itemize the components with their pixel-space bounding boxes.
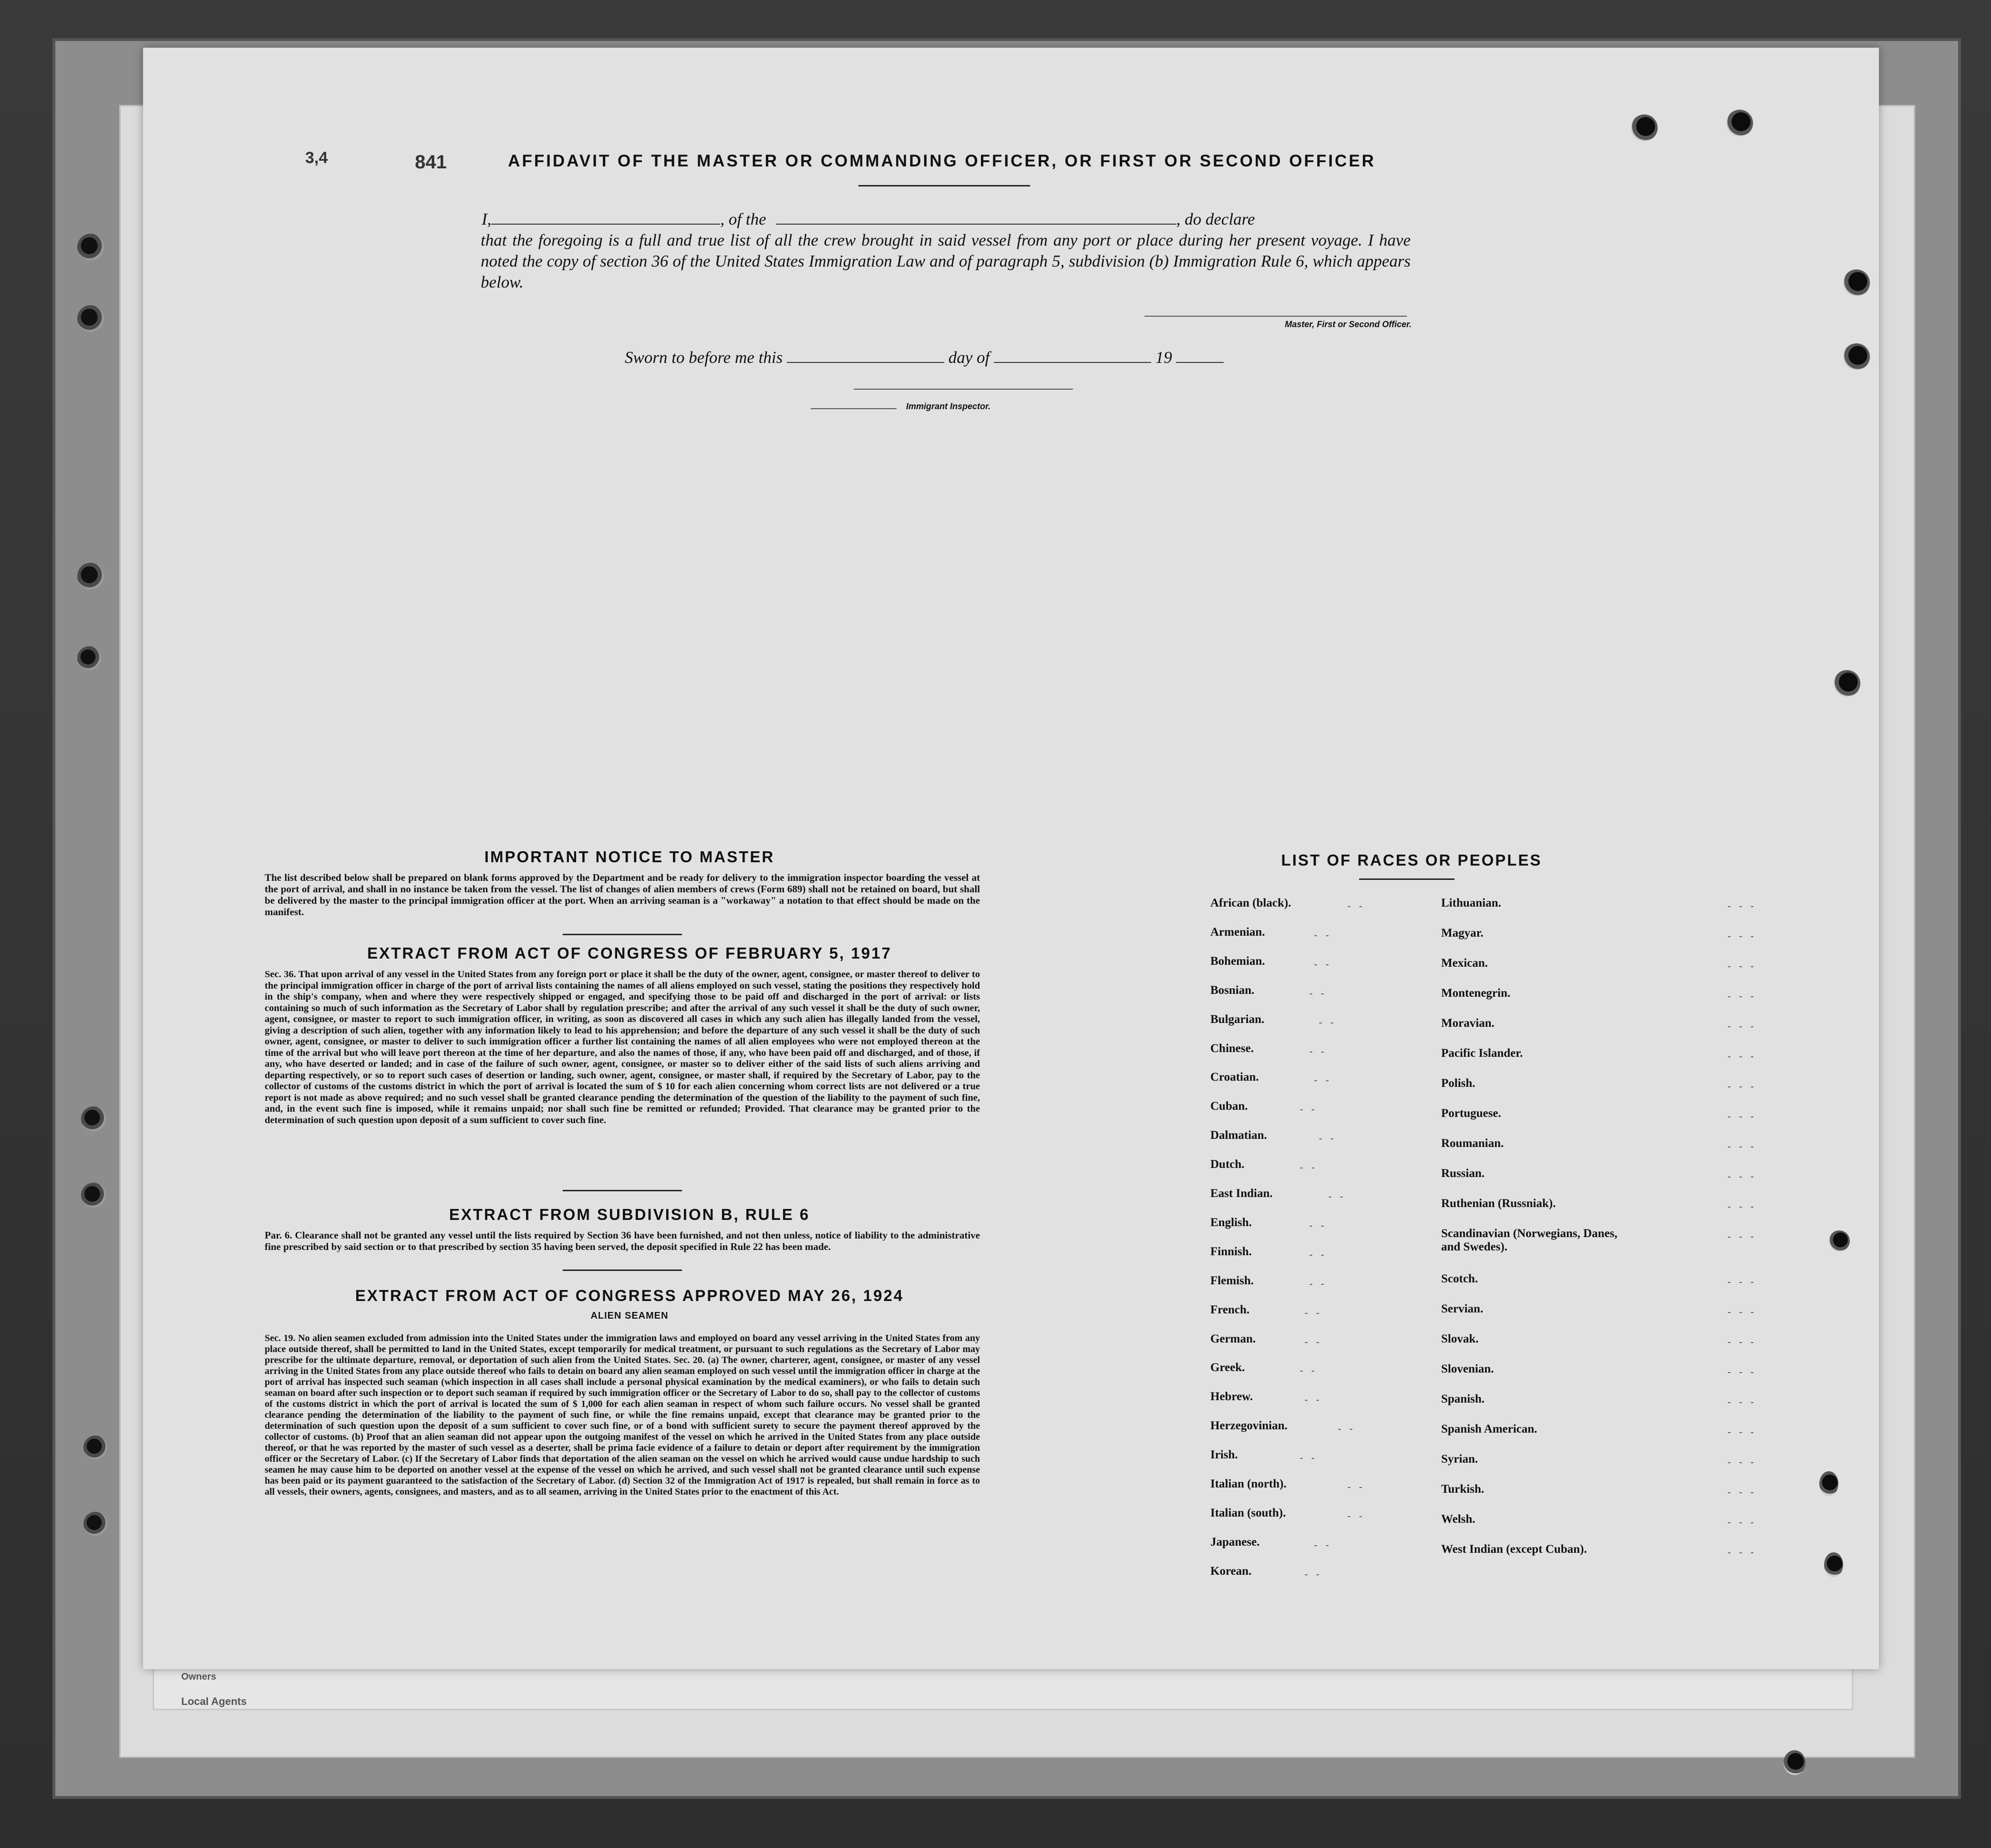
punch-hole (1843, 269, 1870, 296)
notice-text: The list described below shall be prepared on blank forms approved by the Department and be ready for delivery to the immigration inspector boarding the vessel at the port of arrival, and shall in no instance be taken from the vessel. The list of changes of alien members of crews (Form 689) shall not be retained on board, but shall be delivered by the master to the principal immigration officer at the port. When an arriving seaman is a "workaway" a notation to that effect should be made on the manifest. (265, 872, 980, 918)
left-mark: 3,4 (305, 149, 328, 167)
race-dash-fill: - - - (1726, 1171, 1755, 1182)
race-dash-fill: - - (1313, 1539, 1331, 1551)
race-dash-fill: - - (1308, 1278, 1326, 1290)
race-item: Scotch. (1441, 1272, 1478, 1285)
day-blank (787, 362, 944, 363)
race-dash-fill: - - (1303, 1336, 1321, 1348)
sworn-text: Sworn to before me this (625, 348, 783, 367)
race-item: Mexican. (1441, 957, 1488, 970)
binder-hole (81, 1183, 106, 1208)
extract-1917-text: Sec. 36. That upon arrival of any vessel in the United States from any foreign port or place it shall be the duty of the owner, agent, consignee, or master thereof to deliver to the principal immigration officer in charge of the port of arrival lists containing the names of all aliens employed on such vessel, stating the positions they respectively hold in the ship's company, when and where they were respectively shipped or engaged, and specifying those to be paid off and discharged in the port of arrival: or lists containing so much of such information as the Secretary of Labor shall by regulation prescribe; and after the arrival of any such vessel it shall be the duty of such owner, agent, consignee, or master to report to such immigration officer, in writing, as soon as discovered all cases in which any such alien has illegally landed from the vessel, giving a description of such alien, together with any information likely to lead to his apprehension; and before the departure of any such vessel it shall be the duty of such owner, agent, consignee, or master to deliver to such immigration officer a further list containing the names of all alien employees who were not employed thereon at the time of the arrival but who will leave port thereon at the time of her departure, and also the names of those, if any, who have been paid off and discharged, and of those, if any, who have deserted or landed; and in case of the failure of such owner, agent, consignee, or master so to deliver either of the said lists of such aliens arriving and departing respectively, or so to report such cases of desertion or landing, such owner, agent, consignee, or master shall, if required by the Secretary of Labor, pay to the collector of customs of the customs district in which the port of arrival is located the sum of $ 10 for each alien concerning whom correct lists are not delivered or a true report is not made as above required; and no such vessel shall be granted clearance pending the determination of the question of the liability to the payment of such fine, and, in the event such fine is imposed, while it remains unpaid; nor shall such fine be remitted or refunded; Provided. That clearance may be granted prior to the determination of such question upon deposit of a sum sufficient to cover such fine. (265, 969, 980, 1125)
race-item: Syrian. (1441, 1453, 1478, 1466)
race-dash-fill: - - (1308, 987, 1326, 999)
race-item: Spanish American. (1441, 1423, 1537, 1435)
local-agents-label: Local Agents (181, 1695, 247, 1707)
race-dash-fill: - - (1346, 1510, 1364, 1522)
race-item: Servian. (1441, 1302, 1484, 1315)
year-prefix: 19 (1155, 348, 1172, 367)
race-item: French. (1210, 1303, 1250, 1316)
binder-hole (77, 563, 104, 589)
race-item: Magyar. (1441, 927, 1484, 939)
race-item: Chinese. (1210, 1042, 1254, 1055)
race-dash-fill: - - - (1726, 1547, 1755, 1558)
race-dash-fill: - - - (1726, 1021, 1755, 1032)
race-dash-fill: - - - (1726, 1141, 1755, 1152)
race-item: Italian (south). (1210, 1506, 1286, 1519)
race-item: German. (1210, 1332, 1256, 1345)
vessel-blank (776, 224, 1176, 225)
extract-1924-text: Sec. 19. No alien seamen excluded from admission into the United States under the immigration laws and employed on board any vessel arriving in the United States from any place outside thereof, shall be permitted to land in the United States, except temporarily for medical treatment, or pursuant to such regulations as the Secretary of Labor may prescribe for the ultimate departure, removal, or deportation of such alien from the United States. Sec. 20. (a) The owner, charterer, agent, consignee, or master of any vessel arriving in the United States from any place outside thereof who fails to detain on board any alien seaman employed on such vessel until the immigration officer in charge at the port of arrival has inspected such seaman (which inspection in all cases shall include a personal physical examination by the medical examiners), or who fails to detain such seaman on board after such inspection or to deport such seaman if required by such immigration officer or the Secretary of Labor to do so, shall pay to the collector of customs of the customs district in which the port of arrival is located the sum of $ 1,000 for each alien seaman in respect of whom such failure occurs. No vessel shall be granted clearance pending the determination of the liability to the payment of such fine, or while the fine remains unpaid, except that clearance may be granted prior to the determination of such question upon the deposit of a sum sufficient to cover such fine, or of a bond with sufficient surety to secure the payment thereof approved by the collector of customs. (b) Proof that an alien seaman did not appear upon the outgoing manifest of the vessel on which he arrived in the United States from any place outside thereof, or that he was reported by the master of such vessel as a deserter, shall be prima facie evidence of a failure to detain or deport after requirement by the immigration officer or the Secretary of Labor. (c) If the Secretary of Labor finds that deportation of the alien seaman on the vessel on which he arrived would cause undue hardship to such seamen he may cause him to be deported on another vessel at the expense of the vessel on which he arrived, and such vessel shall not be granted clearance until such expense has been paid or its payment guaranteed to the satisfaction of the Secretary of Labor. (d) Section 32 of the Immigration Act of 1917 is repealed, but shall remain in force as to all vessels, their owners, agents, consignees, and masters, and as to all seamen, arriving in the United States prior to the enactment of this Act. (265, 1333, 980, 1497)
race-item: Portuguese. (1441, 1107, 1501, 1120)
race-item: Japanese. (1210, 1535, 1260, 1549)
signature-line (1145, 316, 1407, 317)
race-item: Spanish. (1441, 1393, 1485, 1405)
race-item: Bulgarian. (1210, 1012, 1265, 1026)
race-dash-fill: - - - (1726, 1487, 1755, 1498)
race-dash-fill: - - - (1726, 930, 1755, 942)
race-dash-fill: - - - (1726, 1517, 1755, 1528)
binder-hole (83, 1435, 107, 1459)
race-dash-fill: - - - (1726, 1366, 1755, 1378)
race-dash-fill: - - (1308, 1219, 1326, 1231)
race-dash-fill: - - (1303, 1394, 1321, 1406)
affidavit-title: AFFIDAVIT OF THE MASTER OR COMMANDING OFFICER, OR FIRST OR SECOND OFFICER (508, 152, 1376, 170)
punch-hole (1631, 114, 1658, 141)
race-dash-fill: - - (1299, 1104, 1316, 1115)
punch-hole (1726, 110, 1753, 136)
race-item: Dutch. (1210, 1158, 1245, 1171)
race-dash-fill: - - (1318, 1016, 1335, 1028)
race-dash-fill: - - (1308, 1045, 1326, 1057)
race-item: Herzegovinian. (1210, 1419, 1288, 1433)
inspector-caption: Immigrant Inspector. (906, 402, 991, 411)
extract-1917-rule (563, 1190, 682, 1191)
extract-rule6-text: Par. 6. Clearance shall not be granted any vessel until the lists required by Section 36 have been furnished, and not then unless, notice of liability to the administrative fine prescribed by said section or to that prescribed by section 35 having been served, the deposit specified in Rule 22 has been made. (265, 1229, 980, 1252)
race-item: Italian (north). (1210, 1477, 1287, 1490)
race-dash-fill: - - (1346, 900, 1364, 912)
owners-label: Owners (181, 1672, 217, 1682)
race-dash-fill: - - - (1726, 1306, 1755, 1318)
inspector-line-upper (854, 389, 1073, 390)
race-dash-fill: - - (1303, 1307, 1321, 1319)
extract-rule6-rule (563, 1270, 682, 1271)
month-blank (994, 362, 1151, 363)
punch-hole (1824, 1552, 1843, 1577)
race-item: Croatian. (1210, 1071, 1259, 1084)
race-item: Greek. (1210, 1361, 1245, 1374)
title-rule (858, 185, 1030, 186)
race-item: Flemish. (1210, 1274, 1254, 1287)
extract-1917-title: EXTRACT FROM ACT OF CONGRESS OF FEBRUARY 5, 1917 (367, 944, 892, 962)
punch-hole (1829, 1230, 1850, 1251)
race-item: Scandinavian (Norwegians, Danes, and Swedes). (1441, 1227, 1618, 1253)
race-item: Lithuanian. (1441, 897, 1501, 909)
affidavit-body: that the foregoing is a full and true list of all the crew brought in said vessel from any port or place during her present voyage. I have noted the copy of section 36 of the United States Immigration Law and of paragraph 5, subdivision (b) Immigration Rule 6, which appears below. (481, 231, 1411, 291)
binder-hole (77, 646, 101, 670)
race-dash-fill: - - (1299, 1365, 1316, 1377)
race-item: Slovenian. (1441, 1363, 1494, 1375)
race-item: Slovak. (1441, 1332, 1479, 1345)
race-dash-fill: - - - (1726, 1336, 1755, 1348)
race-dash-fill: - - (1308, 1249, 1326, 1260)
notice-rule (563, 934, 682, 935)
race-item: Bosnian. (1210, 983, 1255, 997)
race-item: African (black). (1210, 897, 1291, 909)
name-blank (491, 224, 720, 225)
extract-rule6-title: EXTRACT FROM SUBDIVISION B, RULE 6 (449, 1206, 810, 1223)
race-item: Finnish. (1210, 1245, 1252, 1258)
race-dash-fill: - - (1337, 1423, 1354, 1435)
race-dash-fill: - - - (1726, 1456, 1755, 1468)
race-item: Dalmatian. (1210, 1129, 1267, 1142)
punch-hole (1784, 1750, 1805, 1775)
race-item: Armenian. (1210, 925, 1265, 939)
race-item: Turkish. (1441, 1483, 1485, 1496)
race-dash-fill: - - (1299, 1452, 1316, 1464)
race-item: English. (1210, 1216, 1252, 1229)
race-item: Pacific Islander. (1441, 1047, 1523, 1060)
race-item: Roumanian. (1441, 1137, 1504, 1150)
race-dash-fill: - - (1313, 1074, 1331, 1086)
race-item: Welsh. (1441, 1513, 1475, 1526)
year-blank (1176, 362, 1224, 363)
race-dash-fill: - - - (1726, 1051, 1755, 1062)
race-dash-fill: - - - (1726, 1276, 1755, 1288)
races-title: LIST OF RACES OR PEOPLES (1281, 851, 1542, 869)
inspector-line (811, 408, 897, 409)
race-item: Korean. (1210, 1564, 1252, 1578)
extract-1924-subtitle: ALIEN SEAMEN (590, 1311, 669, 1321)
binder-hole (77, 234, 104, 260)
race-item: Ruthenian (Russniak). (1441, 1197, 1556, 1210)
binder-hole (81, 1106, 106, 1131)
race-dash-fill: - - - (1726, 1111, 1755, 1122)
race-item: Bohemian. (1210, 954, 1265, 968)
declare-end: , do declare (1176, 210, 1255, 228)
race-dash-fill: - - (1303, 1568, 1321, 1580)
race-dash-fill: - - (1313, 958, 1331, 970)
race-dash-fill: - - (1313, 929, 1331, 941)
race-item: Hebrew. (1210, 1390, 1253, 1404)
race-item: Moravian. (1441, 1017, 1495, 1030)
affidavit-first-line (482, 209, 1412, 230)
race-item: West Indian (except Cuban). (1441, 1543, 1587, 1556)
race-dash-fill: - - - (1726, 1081, 1755, 1092)
race-dash-fill: - - - (1726, 991, 1755, 1002)
race-dash-fill: - - (1346, 1481, 1364, 1493)
punch-hole (1834, 670, 1860, 697)
race-dash-fill: - - - (1726, 1396, 1755, 1408)
race-item: Montenegrin. (1441, 987, 1511, 1000)
races-rule (1359, 878, 1455, 880)
race-item: East Indian. (1210, 1187, 1273, 1200)
punch-hole (1819, 1471, 1838, 1496)
binder-hole (77, 305, 104, 332)
page-number: 841 (415, 152, 447, 173)
race-dash-fill: - - - (1726, 1231, 1755, 1242)
race-item: Cuban. (1210, 1100, 1248, 1113)
sworn-line (625, 347, 1292, 368)
race-dash-fill: - - - (1726, 1201, 1755, 1212)
race-item: Russian. (1441, 1167, 1485, 1180)
signature-caption: Master, First or Second Officer. (1285, 320, 1412, 329)
declare-of-the: , of the (720, 210, 766, 228)
extract-1924-title: EXTRACT FROM ACT OF CONGRESS APPROVED MAY 26, 1924 (355, 1287, 904, 1304)
day-of-text: day of (948, 348, 990, 367)
race-dash-fill: - - (1299, 1162, 1316, 1174)
race-dash-fill: - - - (1726, 1426, 1755, 1438)
notice-title: IMPORTANT NOTICE TO MASTER (484, 848, 775, 866)
race-dash-fill: - - (1318, 1133, 1335, 1145)
race-item: Irish. (1210, 1448, 1238, 1462)
race-dash-fill: - - - (1726, 960, 1755, 972)
race-dash-fill: - - (1327, 1191, 1345, 1202)
punch-hole (1843, 343, 1870, 370)
binder-hole (83, 1512, 107, 1536)
declare-i: I, (482, 210, 492, 228)
race-dash-fill: - - - (1726, 900, 1755, 912)
race-item: Polish. (1441, 1077, 1475, 1090)
